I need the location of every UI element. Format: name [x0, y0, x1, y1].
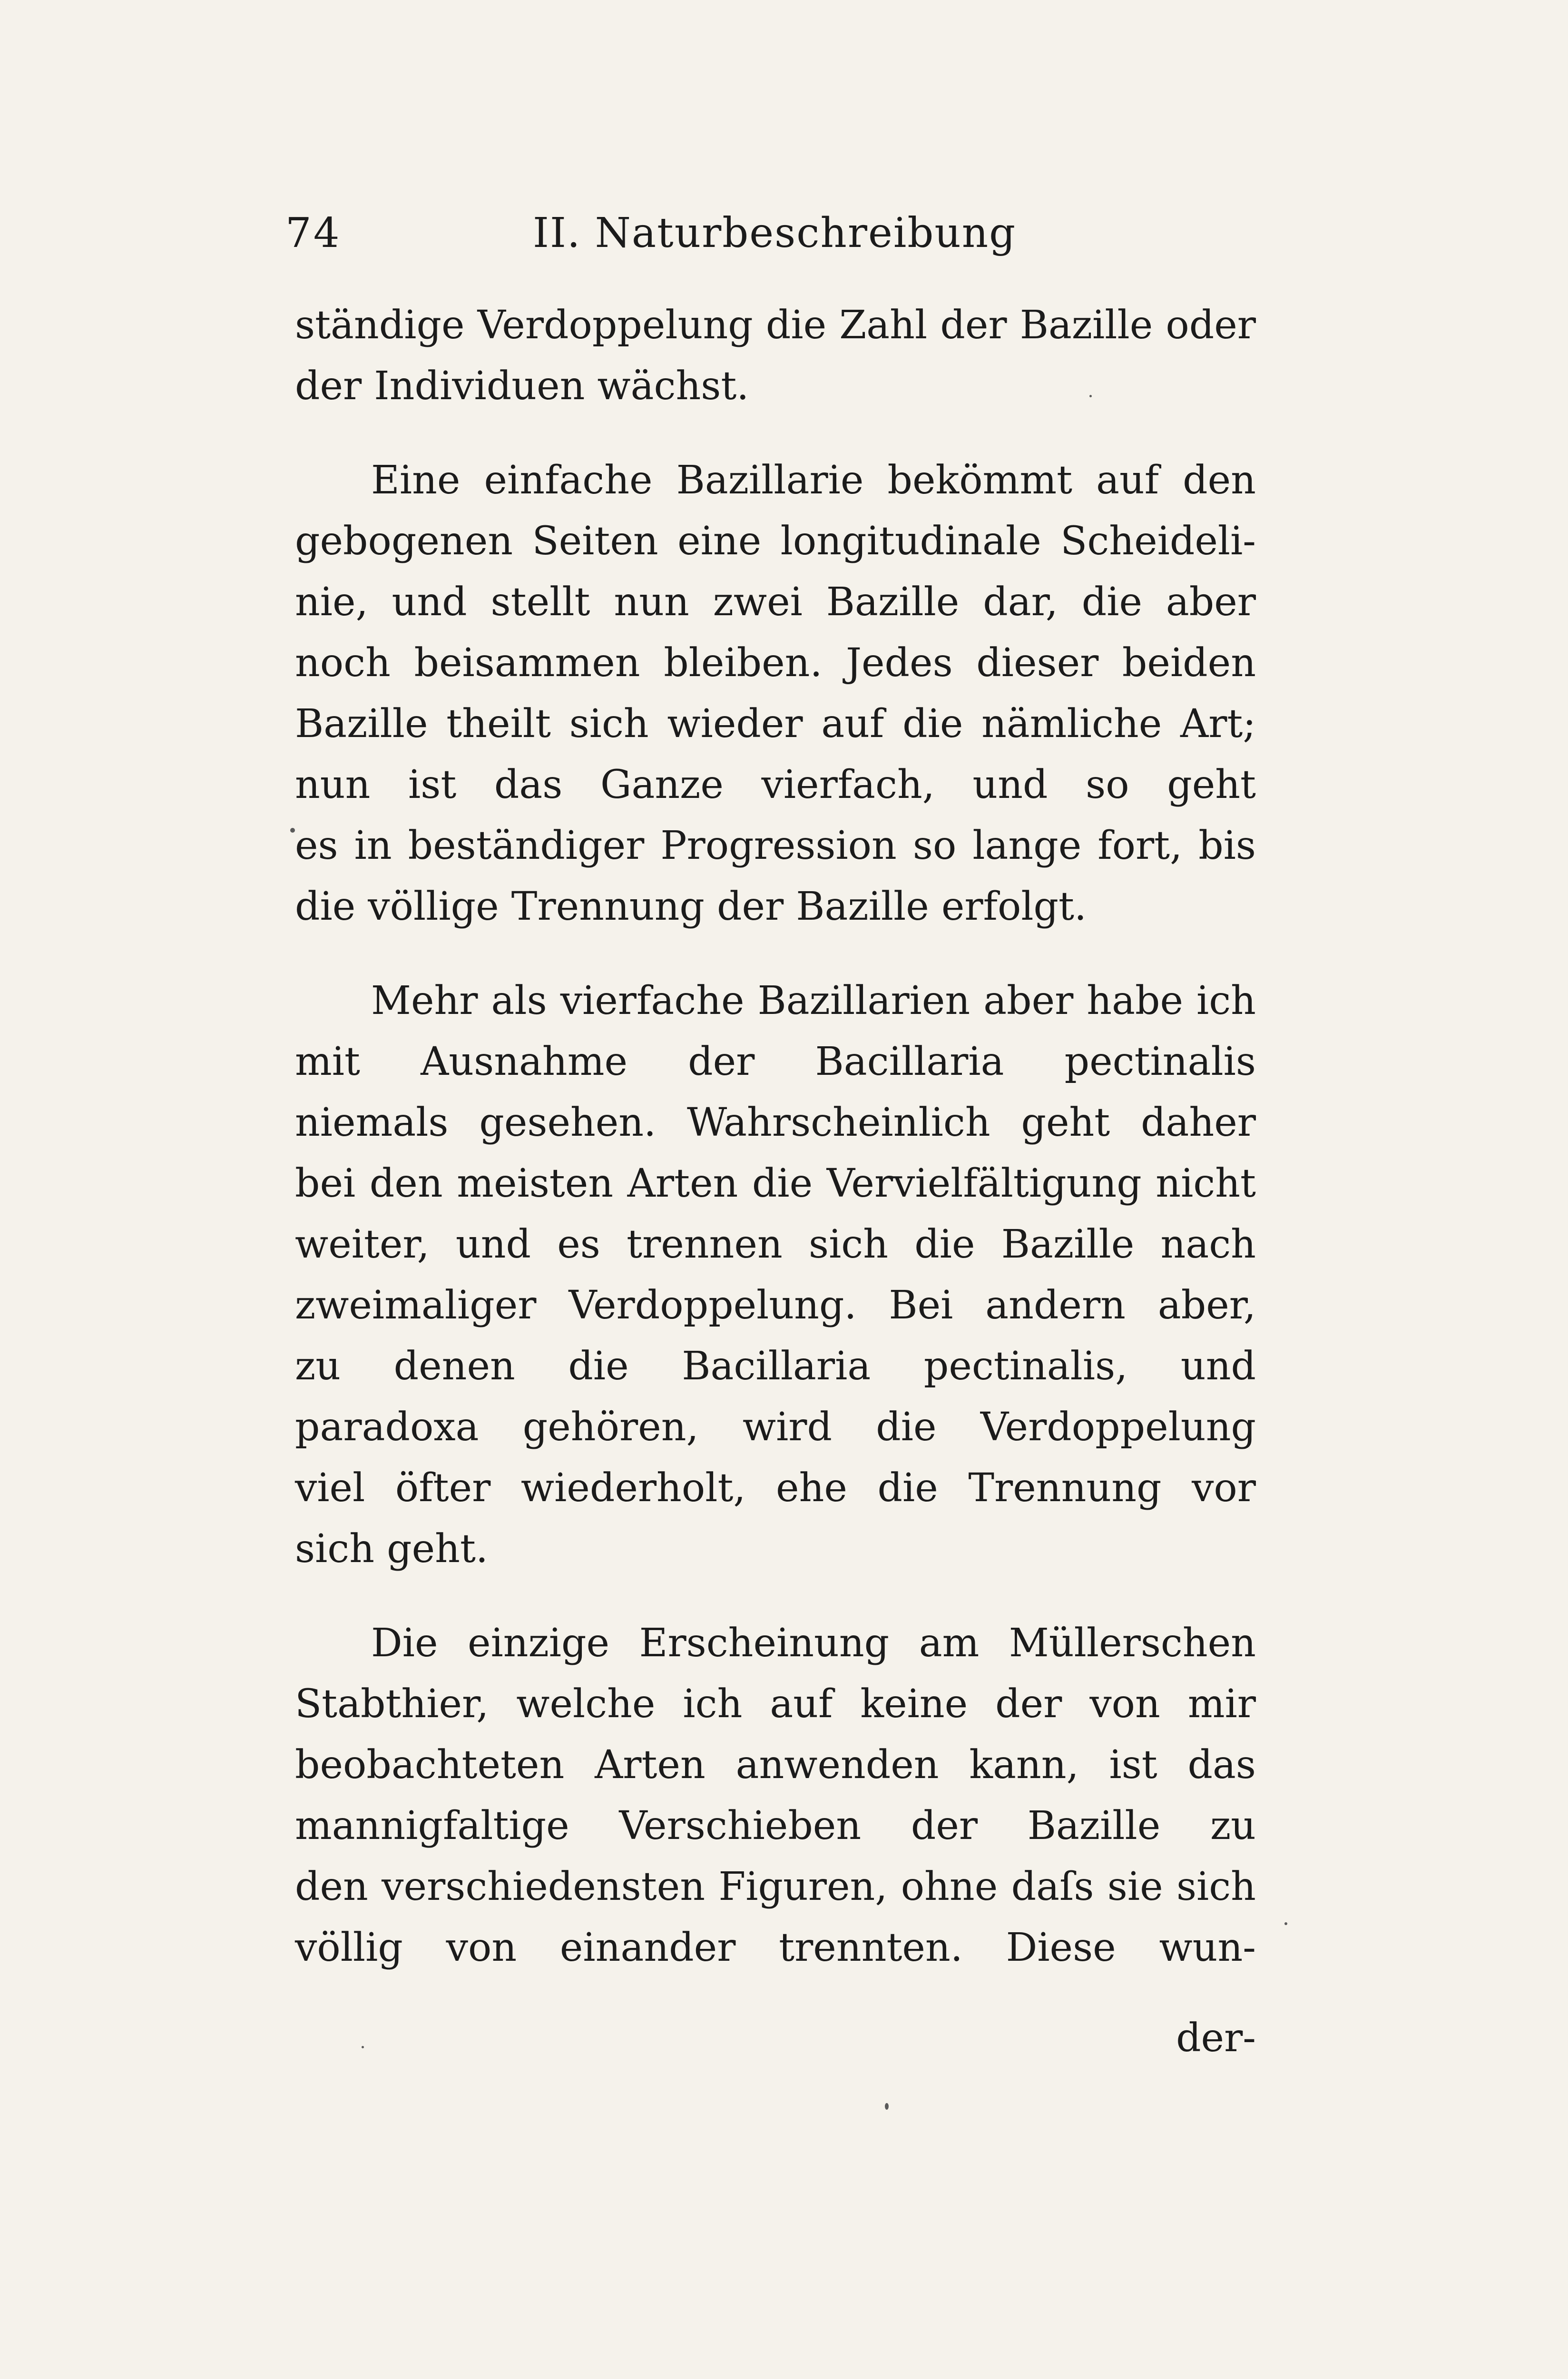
catchword: der- [1176, 2015, 1256, 2061]
page-header [285, 209, 1256, 276]
text-line: mit Ausnahme der Bacillaria pectinalis [295, 1039, 1256, 1084]
running-head: II. Naturbeschreibung [533, 209, 1017, 257]
text-line: bei den meisten Arten die Vervielfältigung nicht [295, 1161, 1256, 1206]
catchword-row [295, 2008, 1256, 2069]
text-line: ständige Verdoppelung die Zahl der Bazille oder [295, 303, 1256, 348]
paper-speck [1284, 1922, 1287, 1925]
paper-speck [885, 2103, 889, 2110]
text-line: den verschiedensten Figuren, ohne daſs sie sich [295, 1864, 1256, 1909]
text-line: völlig von einander trennten. Diese wun- [295, 1925, 1256, 1970]
text-line: der Individuen wächst. [295, 364, 749, 409]
text-line: beobachteten Arten anwenden kann, ist das [295, 1742, 1256, 1788]
paper-speck [1089, 395, 1092, 397]
text-line: die völlige Trennung der Bazille erfolgt. [295, 884, 1087, 929]
text-line: viel öfter wiederholt, ehe die Trennung vor [295, 1465, 1256, 1511]
paragraph-1 [295, 295, 1256, 417]
paragraph-4 [295, 1613, 1256, 1978]
text-line: es in beständiger Progression so lange fort, bis [295, 823, 1256, 868]
text-line: Stabthier, welche ich auf keine der von mir [295, 1681, 1256, 1727]
text-line: noch beisammen bleiben. Jedes dieser beiden [295, 640, 1256, 686]
text-line: sich geht. [295, 1526, 488, 1572]
text-line: Mehr als vierfache Bazillarien aber habe ich [371, 978, 1256, 1023]
paper-speck [290, 828, 295, 833]
text-line: mannigfaltige Verschieben der Bazille zu [295, 1803, 1256, 1848]
text-line: zweimaliger Verdoppelung. Bei andern aber, [295, 1283, 1256, 1328]
text-line: zu denen die Bacillaria pectinalis, und [295, 1344, 1256, 1389]
text-line: Die einzige Erscheinung am Müllerschen [371, 1621, 1256, 1666]
body-text [295, 295, 1256, 2039]
text-line: Eine einfache Bazillarie bekömmt auf den [371, 458, 1256, 503]
paper-speck [362, 2046, 364, 2048]
text-line: nie, und stellt nun zwei Bazille dar, die aber [295, 580, 1256, 625]
paragraph-2 [295, 450, 1256, 937]
page-number: 74 [285, 209, 342, 257]
text-line: gebogenen Seiten eine longitudinale Scheideli- [295, 519, 1256, 564]
text-line: niemals gesehen. Wahrscheinlich geht daher [295, 1100, 1256, 1145]
text-line: nun ist das Ganze vierfach, und so geht [295, 762, 1256, 807]
paragraph-3 [295, 971, 1256, 1580]
text-line: Bazille theilt sich wieder auf die nämliche Art; [295, 701, 1256, 747]
text-line: paradoxa gehören, wird die Verdoppelung [295, 1405, 1256, 1450]
text-line: weiter, und es trennen sich die Bazille nach [295, 1222, 1256, 1267]
